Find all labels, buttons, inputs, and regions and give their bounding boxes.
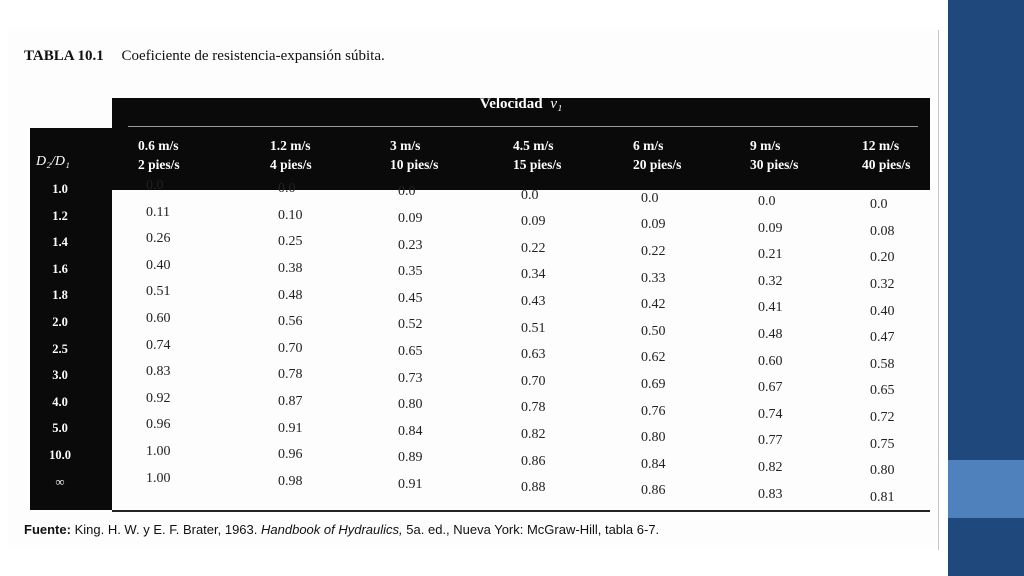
coefficient-cell: 0.35 — [398, 264, 423, 280]
source-book: Handbook of Hydraulics, — [261, 522, 403, 537]
velocity-column-header — [390, 136, 438, 174]
coefficient-cell: 0.75 — [870, 436, 895, 452]
velocity-column-header — [270, 136, 312, 174]
coefficient-cell: 0.58 — [870, 356, 895, 372]
coefficient-cell: 0.78 — [521, 400, 546, 416]
coefficient-cell: 0.52 — [398, 317, 423, 333]
coefficient-cell: 0.82 — [758, 460, 783, 475]
coefficient-cell: 0.88 — [521, 480, 546, 496]
coefficient-cell: 0.25 — [278, 234, 303, 250]
column-speed-fts: 15 pies/s — [513, 157, 562, 172]
coefficient-cell: 0.60 — [758, 353, 783, 369]
coefficient-cell: 0.41 — [758, 300, 783, 316]
diameter-ratio-label: 2.5 — [52, 341, 68, 356]
column-speed-ms: 3 m/s — [390, 138, 421, 153]
velocity-symbol: v₁ — [550, 96, 563, 112]
coefficient-cell: 0.70 — [278, 340, 303, 356]
diameter-ratio-label: 1.2 — [52, 208, 68, 223]
diameter-ratio-label: 10.0 — [49, 448, 71, 462]
column-speed-fts: 40 pies/s — [862, 157, 911, 172]
coefficient-cell: 0.42 — [641, 297, 666, 313]
source-note — [24, 522, 659, 537]
column-speed-ms: 9 m/s — [750, 138, 781, 153]
diameter-ratio-label: 2.0 — [52, 315, 68, 329]
velocity-column-header — [750, 136, 798, 174]
column-speed-fts: 10 pies/s — [390, 157, 439, 172]
coefficient-cell: 0.09 — [398, 211, 423, 226]
coefficient-cell: 0.45 — [398, 290, 423, 306]
coefficient-cell: 0.87 — [278, 394, 303, 409]
velocity-column-header — [513, 136, 561, 174]
coefficient-cell: 0.0 — [758, 194, 776, 209]
velocity-column-header — [138, 136, 180, 174]
diameter-ratio-header: D₂/D₁ — [36, 154, 70, 169]
coefficient-cell: 0.65 — [398, 344, 423, 359]
column-speed-fts: 4 pies/s — [270, 157, 312, 172]
coefficient-cell: 0.73 — [398, 370, 423, 386]
coefficient-cell: 0.98 — [278, 473, 303, 489]
diameter-ratio-label: 3.0 — [52, 368, 68, 383]
coefficient-cell: 0.40 — [870, 303, 895, 319]
coefficient-cell: 0.33 — [641, 270, 666, 286]
coefficient-cell: 0.86 — [521, 453, 546, 469]
coefficient-cell: 0.26 — [146, 231, 171, 247]
coefficient-cell: 0.56 — [278, 314, 303, 330]
coefficient-cell: 0.86 — [641, 483, 666, 499]
column-speed-fts: 20 pies/s — [633, 157, 682, 172]
diameter-ratio-label: 1.0 — [52, 182, 68, 196]
coefficient-cell: 0.78 — [278, 367, 303, 383]
coefficient-cell: 0.20 — [870, 250, 895, 266]
velocity-column-header — [633, 136, 681, 174]
diameter-ratio-label: 1.8 — [52, 288, 68, 303]
coefficient-cell: 0.09 — [641, 217, 666, 233]
coefficient-cell: 0.32 — [870, 277, 895, 292]
coefficient-cell: 0.22 — [641, 244, 666, 259]
coefficient-cell: 1.00 — [146, 470, 171, 486]
column-speed-ms: 6 m/s — [633, 138, 664, 153]
table-caption: Coeficiente de resistencia-expansión súbita. — [121, 48, 385, 64]
coefficient-cell: 0.0 — [146, 178, 164, 193]
coefficient-cell: 0.43 — [521, 294, 546, 309]
coefficient-cell: 0.65 — [870, 383, 895, 399]
coefficient-cell: 0.0 — [278, 181, 296, 197]
coefficient-cell: 0.89 — [398, 450, 423, 466]
header-rule — [128, 126, 918, 127]
coefficient-cell: 0.80 — [398, 397, 423, 413]
scan-edge-line — [938, 30, 939, 550]
coefficient-cell: 0.92 — [146, 390, 171, 406]
diameter-ratio-label: 1.6 — [52, 261, 68, 276]
coefficient-cell: 0.80 — [641, 430, 666, 446]
coefficient-cell: 0.67 — [758, 380, 783, 396]
coefficient-cell: 0.0 — [641, 190, 659, 206]
coefficient-cell: 0.77 — [758, 433, 783, 449]
table-label: TABLA 10.1 — [24, 48, 104, 64]
coefficient-cell: 0.91 — [278, 420, 303, 436]
coefficient-cell: 0.21 — [758, 247, 783, 263]
coefficient-cell: 0.63 — [521, 347, 546, 363]
coefficient-cell: 0.34 — [521, 267, 546, 283]
column-speed-fts: 30 pies/s — [750, 157, 799, 172]
column-speed-fts: 2 pies/s — [138, 157, 180, 172]
coefficient-cell: 0.96 — [146, 417, 171, 433]
diameter-ratio-label: 5.0 — [52, 421, 68, 436]
column-speed-ms: 12 m/s — [862, 138, 900, 153]
coefficient-cell: 0.51 — [521, 320, 546, 336]
coefficient-cell: 0.32 — [758, 273, 783, 289]
coefficient-cell: 0.83 — [758, 486, 783, 502]
coefficient-cell: 0.11 — [146, 204, 170, 220]
velocity-group-header — [112, 96, 930, 113]
coefficient-cell: 0.47 — [870, 330, 895, 346]
velocity-column-header — [862, 136, 910, 174]
coefficient-cell: 0.74 — [758, 406, 783, 422]
coefficient-cell: 0.40 — [146, 257, 171, 273]
diameter-ratio-label: 4.0 — [52, 394, 68, 409]
table-bottom-rule — [112, 510, 930, 512]
coefficient-cell: 0.81 — [870, 489, 895, 505]
coefficient-cell: 1.00 — [146, 444, 171, 459]
coefficient-cell: 0.10 — [278, 207, 303, 223]
coefficient-cell: 0.91 — [398, 477, 423, 492]
coefficient-cell: 0.38 — [278, 261, 303, 276]
column-speed-ms: 1.2 m/s — [270, 138, 311, 153]
coefficient-cell: 0.0 — [521, 187, 539, 203]
coefficient-cell: 0.83 — [146, 364, 171, 380]
coefficient-cell: 0.60 — [146, 311, 171, 326]
coefficient-cell: 0.76 — [641, 403, 666, 419]
coefficient-cell: 0.84 — [398, 423, 423, 439]
source-label: Fuente: — [24, 522, 71, 537]
slide-side-accent — [948, 460, 1024, 518]
coefficient-cell: 0.09 — [521, 214, 546, 230]
velocity-label: Velocidad — [479, 96, 543, 112]
coefficient-cell: 0.0 — [398, 184, 416, 200]
coefficient-cell: 0.09 — [758, 220, 783, 236]
coefficient-cell: 0.23 — [398, 237, 423, 253]
diameter-ratio-label: ∞ — [55, 474, 65, 489]
coefficient-cell: 0.72 — [870, 410, 895, 425]
column-speed-ms: 0.6 m/s — [138, 138, 179, 153]
coefficient-cell: 0.08 — [870, 223, 895, 239]
coefficient-cell: 0.70 — [521, 373, 546, 389]
coefficient-cell: 0.48 — [278, 287, 303, 303]
coefficient-cell: 0.48 — [758, 327, 783, 342]
coefficient-cell: 0.82 — [521, 427, 546, 442]
column-speed-ms: 4.5 m/s — [513, 138, 554, 153]
coefficient-cell: 0.62 — [641, 350, 666, 366]
coefficient-cell: 0.80 — [870, 463, 895, 479]
coefficient-cell: 0.22 — [521, 240, 546, 256]
coefficient-cell: 0.74 — [146, 337, 171, 353]
coefficient-cell: 0.96 — [278, 447, 303, 463]
diameter-ratio-label: 1.4 — [52, 235, 68, 250]
coefficient-cell: 0.84 — [641, 456, 666, 472]
scanned-table-page — [8, 28, 938, 548]
table-title — [24, 48, 385, 65]
coefficient-cell: 0.51 — [146, 284, 171, 300]
source-authors: King. H. W. y E. F. Brater, 1963. — [74, 522, 258, 537]
coefficient-cell: 0.0 — [870, 197, 888, 213]
coefficient-cell: 0.69 — [641, 377, 666, 392]
coefficient-cell: 0.50 — [641, 323, 666, 339]
source-details: 5a. ed., Nueva York: McGraw-Hill, tabla 6-7. — [406, 522, 660, 537]
